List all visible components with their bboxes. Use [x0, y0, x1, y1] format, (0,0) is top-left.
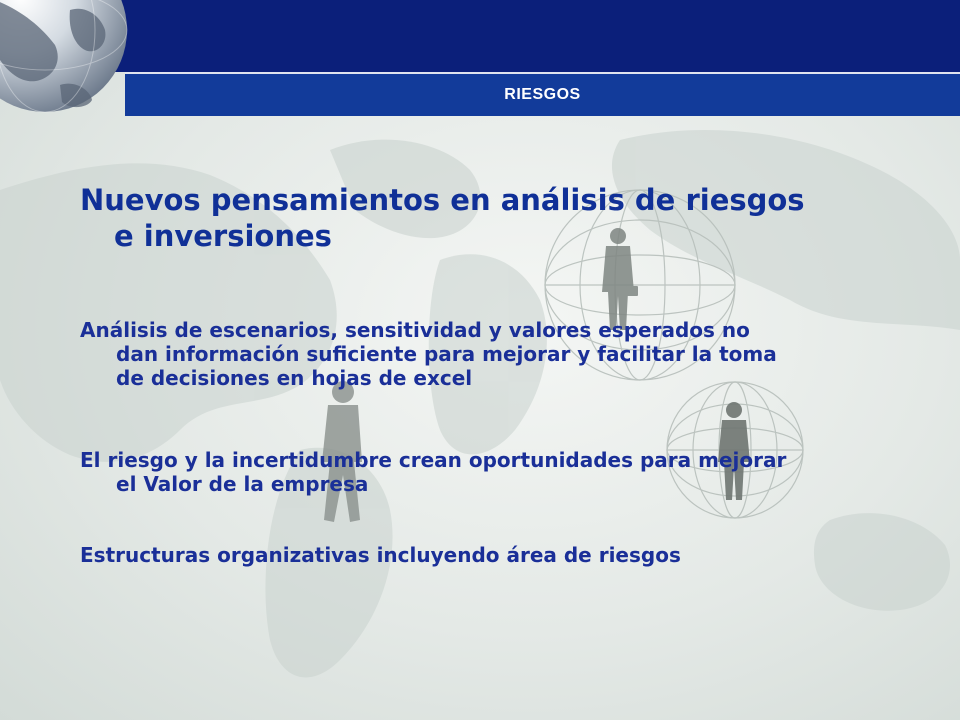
paragraph-2	[80, 448, 786, 496]
paragraph-3-line-1: Estructuras organizativas incluyendo área de riesgos	[80, 543, 681, 567]
paragraph-1	[80, 318, 777, 390]
slide-heading	[80, 182, 900, 254]
paragraph-1-line-3: de decisiones en hojas de excel	[116, 366, 473, 390]
paragraph-1-line-1: Análisis de escenarios, sensitividad y valores esperados no	[80, 318, 750, 342]
paragraph-1-line-2: dan información suficiente para mejorar y facilitar la toma	[116, 342, 777, 366]
paragraph-2-line-2: el Valor de la empresa	[116, 472, 369, 496]
slide-section-title: RIESGOS	[504, 86, 581, 103]
paragraph-2-line-1: El riesgo y la incertidumbre crean oportunidades para mejorar	[80, 448, 787, 472]
heading-line-1: Nuevos pensamientos en análisis de riesgos	[80, 183, 805, 217]
paragraph-3	[80, 543, 681, 567]
heading-line-2: e inversiones	[114, 219, 332, 253]
